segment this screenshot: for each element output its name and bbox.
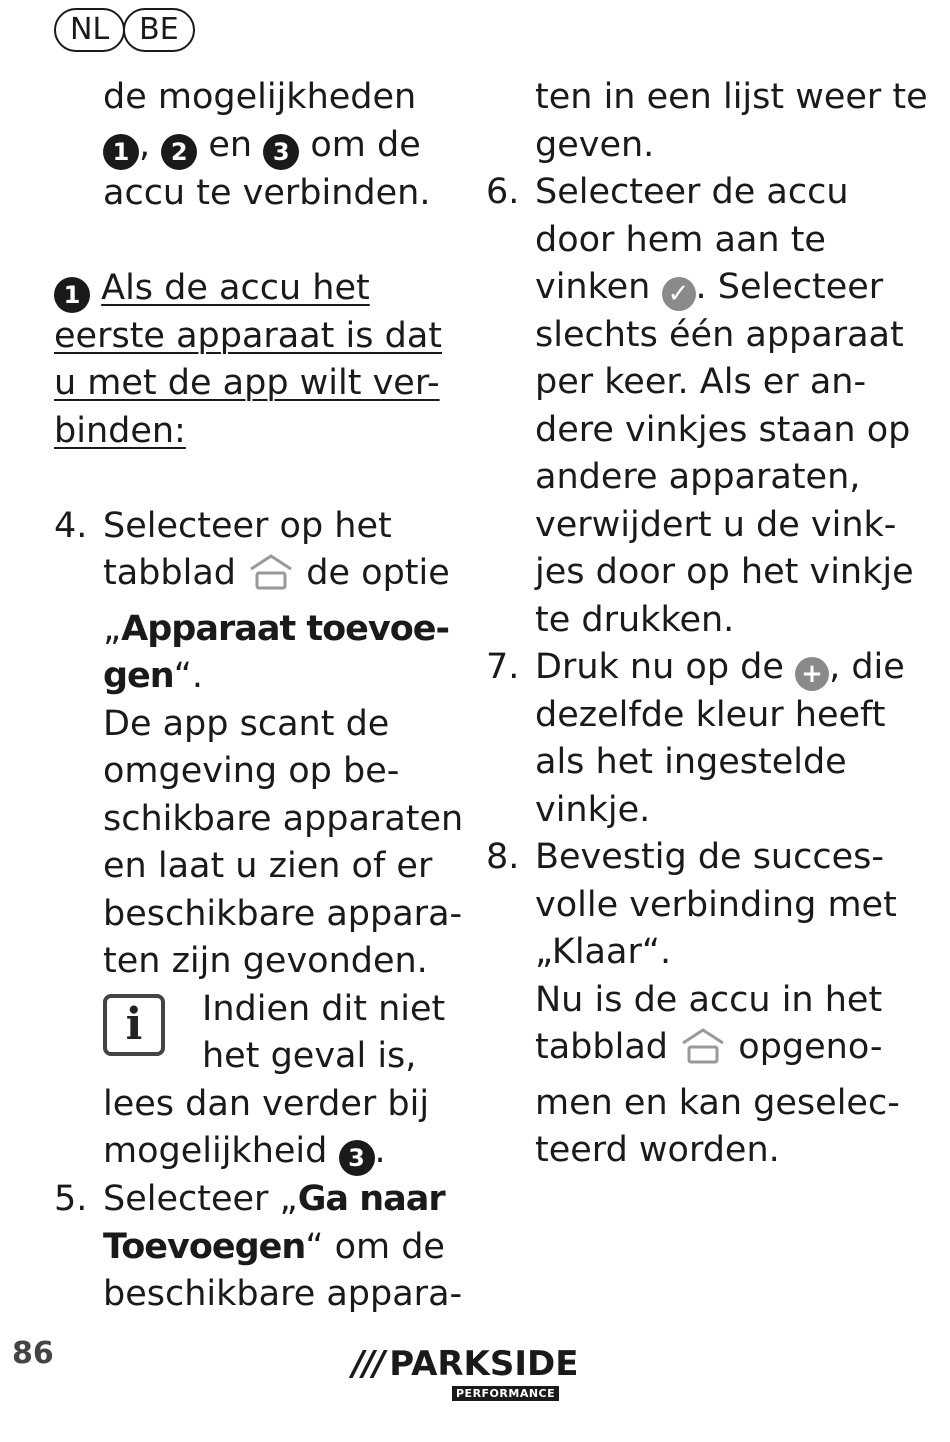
parkside-logo (352, 1344, 579, 1400)
step-8-body-4: Nu is de accu in het (535, 979, 883, 1020)
home-tab-icon (679, 1026, 727, 1080)
info-line-1: Indien dit niet (202, 988, 446, 1029)
info-note (54, 986, 464, 1081)
step-8-body-2: volle verbinding met (535, 884, 897, 925)
step-4-line-1: 4. Selecteer op het (54, 505, 392, 546)
logo-slashes: /// (352, 1344, 384, 1384)
logo-brand-name: PARKSIDE (389, 1344, 579, 1384)
badge-3-icon: 3 (263, 134, 299, 170)
step-6-body-4: andere apparaten, (535, 457, 861, 497)
plus-icon: + (795, 657, 829, 691)
step-8-line-1: 8. Bevestig de succes- (486, 837, 884, 877)
logo-subtitle: PERFORMANCE (452, 1386, 559, 1401)
step-6-line-2: door hem aan te (535, 219, 826, 260)
section-heading-1: 1 Als de accu het (54, 265, 464, 313)
intro-line-1: de mogelijkheden (103, 77, 417, 117)
step-8-body-5: tabblad opgeno- (486, 1024, 926, 1080)
info-line-4: mogelijkheid 3 . (54, 1128, 464, 1176)
info-icon: i (103, 994, 165, 1056)
step-4-body-4: en laat u zien of er (103, 846, 433, 886)
step-7-body-3: vinkje. (535, 789, 651, 830)
step-6-body-1: slechts één apparaat (535, 314, 904, 355)
page-number: 86 (12, 1336, 54, 1371)
step-8-body-3: „Klaar“. (535, 932, 672, 972)
step-4-body-2: omgeving op be- (103, 751, 400, 791)
badge-1-icon: 1 (54, 277, 90, 313)
step-6-line-3: vinken ✓ . Selecteer (535, 267, 884, 309)
step-4-line-2: tabblad de optie (54, 550, 464, 606)
step-5-line-3: beschikbare appara- (103, 1274, 463, 1314)
section-heading-2: eerste apparaat is dat (54, 315, 443, 356)
step-6-body-3: dere vinkjes staan op (535, 409, 911, 450)
right-column (486, 74, 926, 1175)
check-icon: ✓ (662, 277, 696, 311)
badge-2-icon: 2 (161, 134, 197, 170)
cont-line-1: ten in een lijst weer te (535, 77, 928, 117)
step-6-body-2: per keer. Als er an- (535, 362, 867, 402)
badge-3-icon: 3 (339, 1140, 375, 1176)
info-line-2: het geval is, (202, 1036, 417, 1076)
step-7-body-2: als het ingestelde (535, 742, 847, 782)
step-6-body-7: te drukken. (535, 599, 735, 640)
left-column (54, 74, 464, 1319)
step-5-line-1: 5. Selecteer „Ga naar (54, 1179, 445, 1219)
step-6-line-1: 6. Selecteer de accu (486, 172, 849, 212)
intro-line-2: 1 , 2 en 3 om de (54, 122, 464, 170)
step-5-line-2: Toevoegen“ om de (103, 1226, 445, 1267)
step-6-body-6: jes door op het vinkje (535, 552, 914, 592)
intro-line-3: accu te verbinden. (103, 172, 431, 213)
step-8-body-7: teerd worden. (535, 1130, 780, 1170)
step-8-body-6: men en kan geselec- (535, 1082, 900, 1123)
info-line-3: lees dan verder bij (103, 1083, 430, 1124)
lang-badge-be: BE (123, 8, 195, 52)
section-heading-3: u met de app wilt ver- (54, 363, 440, 403)
step-7-body-1: dezelfde kleur heeft (535, 694, 886, 735)
badge-1-icon: 1 (103, 134, 139, 170)
step-4-body-1: De app scant de (103, 703, 390, 744)
step-4-body-5: beschikbare appara- (103, 893, 463, 934)
cont-line-2: geven. (535, 124, 655, 165)
home-tab-icon (247, 552, 295, 606)
lang-badge-nl: NL (54, 8, 125, 52)
step-6-body-5: verwijdert u de vink- (535, 504, 897, 545)
step-4-line-4: gen“. (103, 656, 203, 696)
section-heading-4: binden: (54, 410, 186, 451)
step-4-body-3: schikbare apparaten (103, 798, 464, 839)
step-4-line-3: „Apparaat toevoe- (103, 608, 450, 649)
step-7-line-1: 7. Druk nu op de + , die (486, 647, 905, 689)
language-badges (54, 8, 193, 52)
step-4-body-6: ten zijn gevonden. (103, 941, 428, 981)
